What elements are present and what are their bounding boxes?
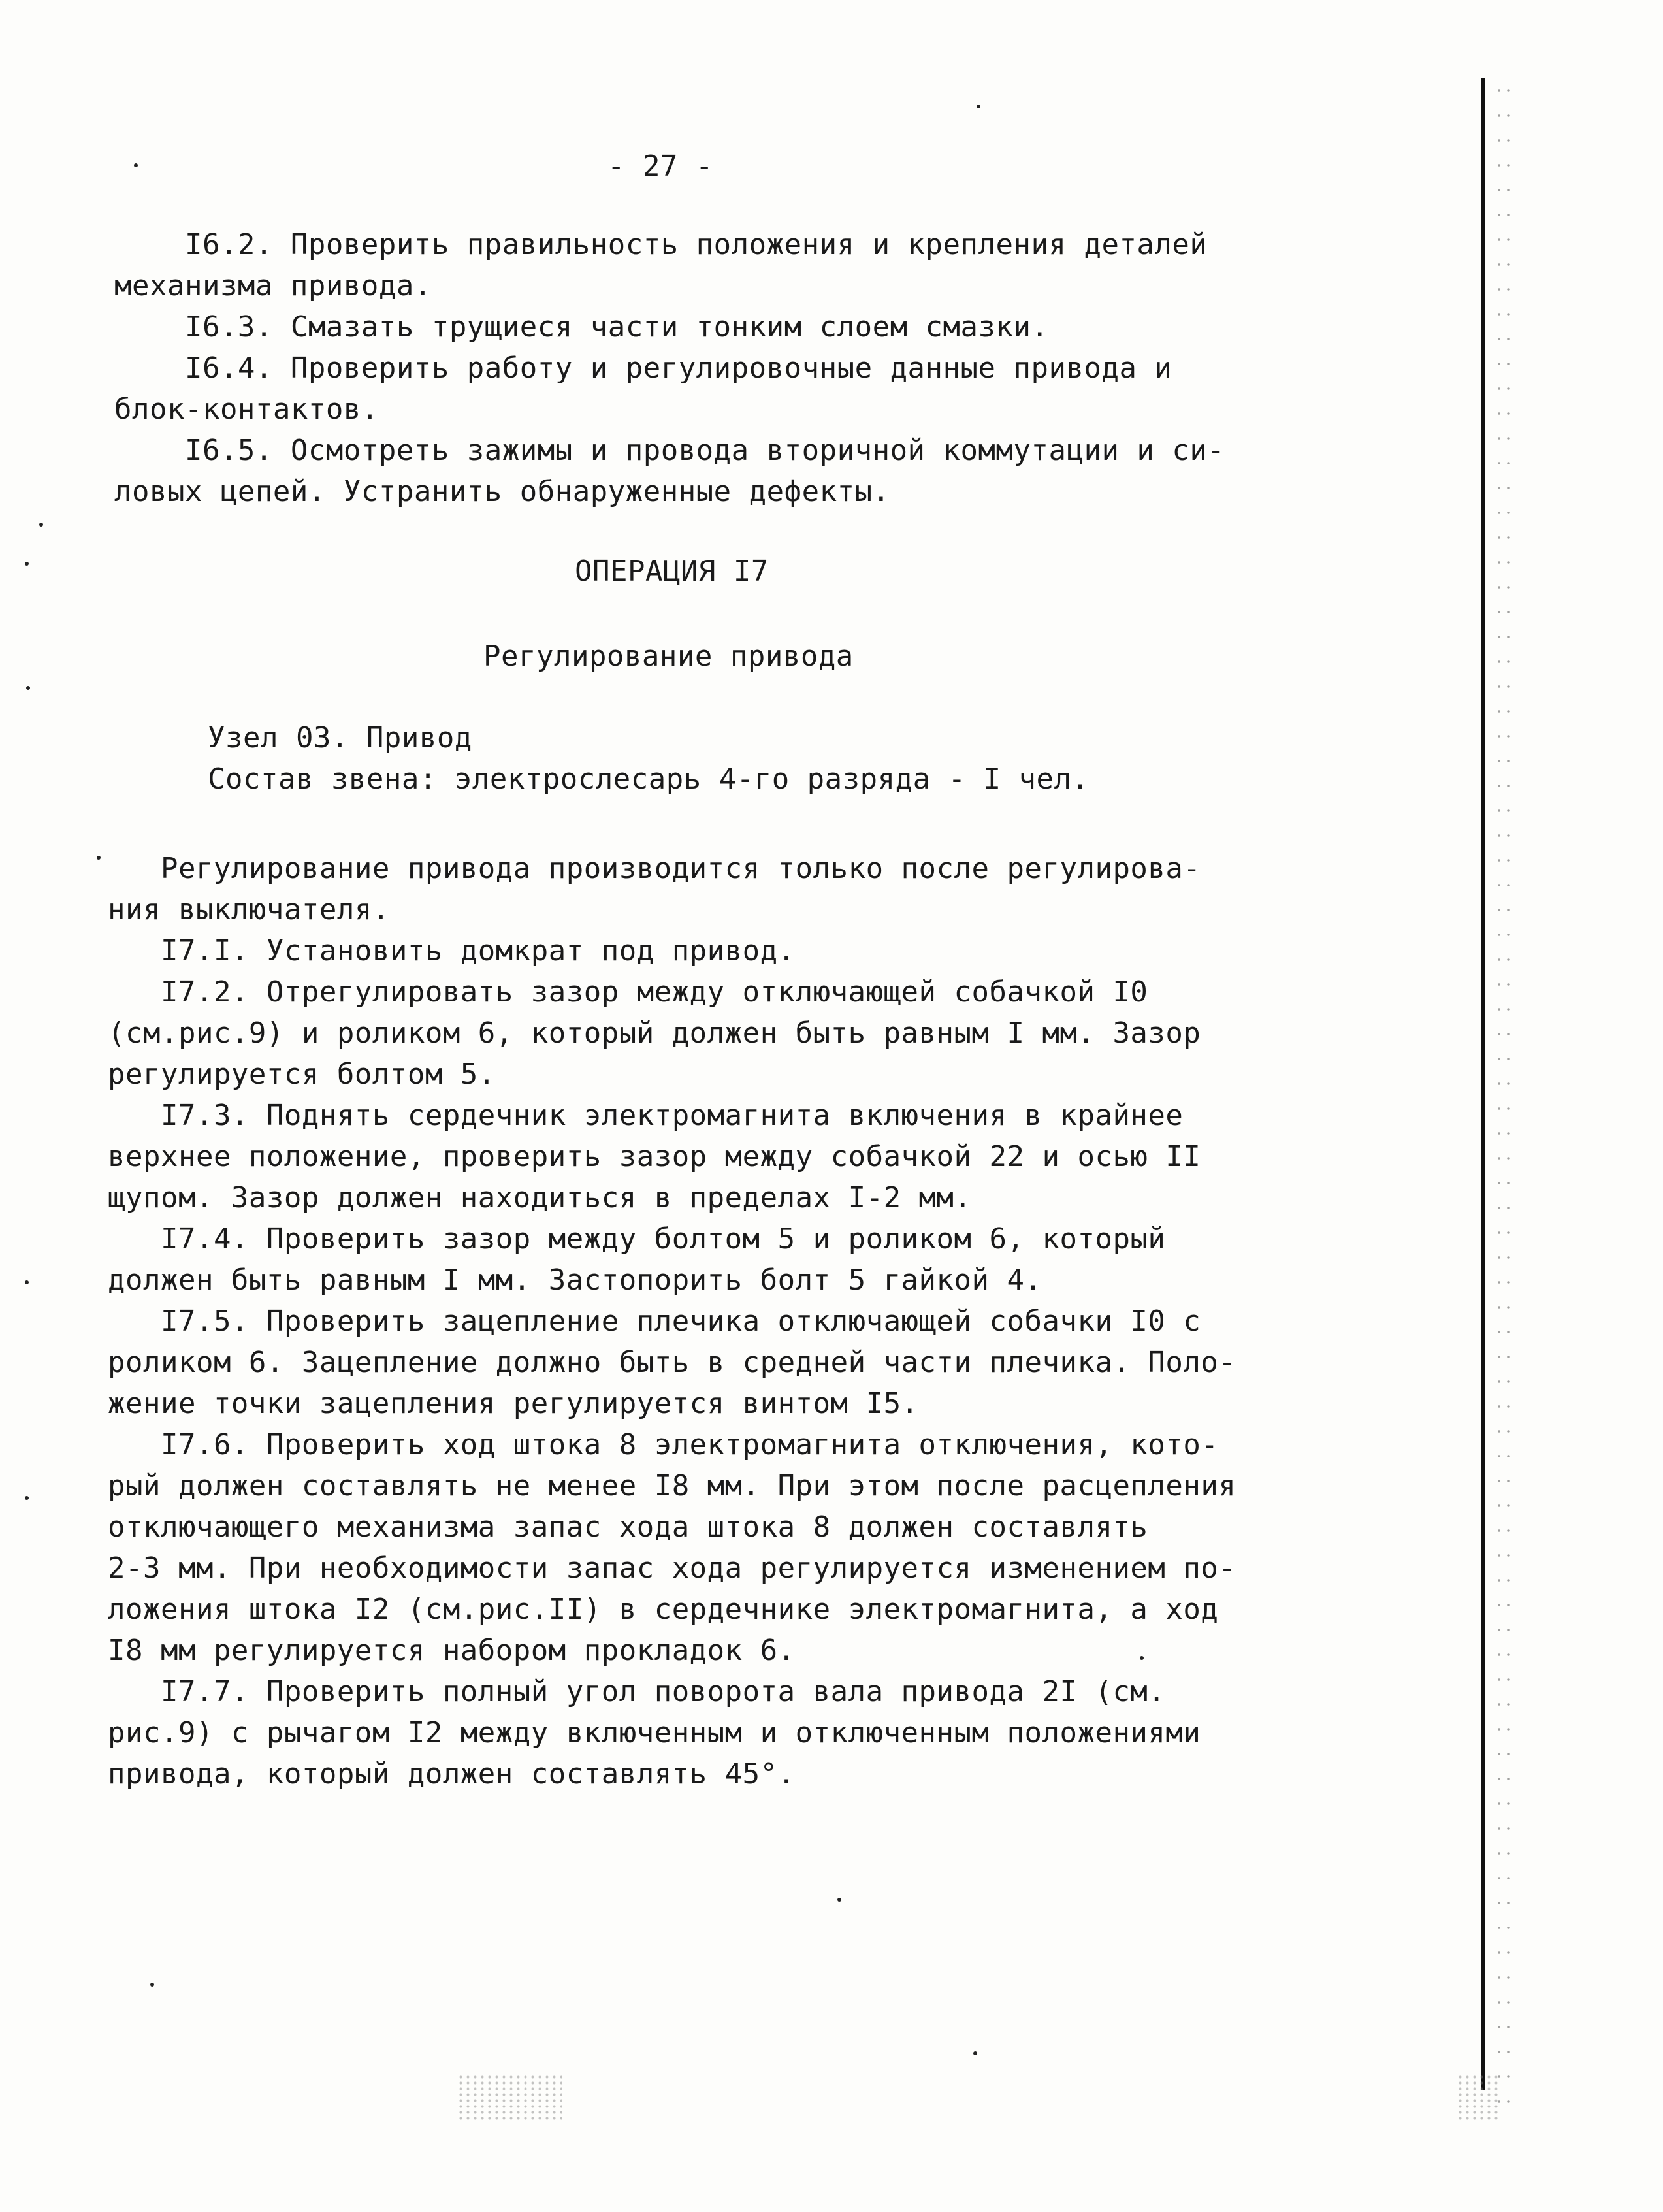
text-line: должен быть равным I мм. Застопорить болт 5 гайкой 4.: [108, 1263, 1042, 1297]
text-line: роликом 6. Зацепление должно быть в средней части плечика. Поло-: [108, 1346, 1236, 1379]
text-line: I7.6. Проверить ход штока 8 электромагнита отключения, кото-: [108, 1428, 1219, 1461]
text-line: Регулирование привода производится только после регулирова-: [108, 852, 1201, 885]
text-line: рис.9) с рычагом I2 между включенным и отключенным положениями: [108, 1716, 1201, 1749]
page-number: - 27 -: [607, 150, 713, 183]
text-line: жение точки зацепления регулируется винтом I5.: [108, 1387, 919, 1420]
scan-speck: [150, 1983, 154, 1987]
text-line: ловых цепей. Устранить обнаруженные дефекты.: [114, 475, 890, 508]
scan-speck: [26, 686, 30, 690]
text-line: I6.5. Осмотреть зажимы и провода вторичной коммутации и си-: [114, 434, 1225, 467]
text-line: ложения штока I2 (см.рис.II) в сердечнике электромагнита, а ход: [108, 1593, 1219, 1626]
binding-margin-speckle: [1494, 78, 1514, 2117]
scan-speck: [25, 1496, 29, 1500]
text-line: I7.3. Поднять сердечник электромагнита включения в крайнее: [108, 1099, 1184, 1132]
scan-speck: [25, 1280, 29, 1284]
text-line: I6.3. Смазать трущиеся части тонким слоем смазки.: [114, 310, 1049, 344]
scan-speck: [1140, 1656, 1144, 1660]
text-line: рый должен составлять не менее I8 мм. При этом после расцепления: [108, 1469, 1236, 1503]
text-line: I7.I. Установить домкрат под привод.: [108, 934, 796, 968]
text-line: I6.4. Проверить работу и регулировочные данные привода и: [114, 351, 1172, 385]
scan-speck: [973, 2051, 977, 2055]
scan-speck: [25, 562, 29, 566]
scan-speck: [97, 856, 101, 860]
text-line: блок-контактов.: [114, 393, 379, 426]
text-line: ния выключателя.: [108, 893, 390, 926]
scan-speck: [39, 523, 43, 527]
binding-margin-line: [1481, 78, 1485, 2090]
scan-speck: [837, 1898, 841, 1902]
text-line: I7.7. Проверить полный угол поворота вала привода 2I (см.: [108, 1675, 1166, 1708]
text-line: верхнее положение, проверить зазор между собачкой 22 и осью II: [108, 1140, 1201, 1173]
text-line: I7.5. Проверить зацепление плечика отключающей собачки I0 с: [108, 1305, 1201, 1338]
operation-title: ОПЕРАЦИЯ I7: [575, 555, 769, 588]
scan-speck: [977, 105, 980, 108]
text-line: щупом. Зазор должен находиться в пределах I-2 мм.: [108, 1181, 972, 1214]
text-line: 2-3 мм. При необходимости запас хода регулируется изменением по-: [108, 1552, 1236, 1585]
crew-line: Состав звена: электрослесарь 4-го разряда - I чел.: [208, 762, 1090, 796]
text-line: привода, который должен составлять 45°.: [108, 1757, 796, 1791]
text-line: I8 мм регулируется набором прокладок 6.: [108, 1634, 796, 1667]
text-line: I7.2. Отрегулировать зазор между отключающей собачкой I0: [108, 975, 1148, 1009]
unit-line: Узел 03. Привод: [208, 721, 472, 755]
operation-subtitle: Регулирование привода: [483, 640, 854, 673]
text-line: механизма привода.: [114, 269, 432, 302]
text-line: I6.2. Проверить правильность положения и крепления деталей: [114, 228, 1208, 261]
scan-speck: [134, 163, 138, 167]
scan-smudge: [1457, 2074, 1502, 2120]
text-line: (см.рис.9) и роликом 6, который должен быть равным I мм. Зазор: [108, 1017, 1201, 1050]
text-line: I7.4. Проверить зазор между болтом 5 и роликом 6, который: [108, 1222, 1166, 1256]
text-line: отключающего механизма запас хода штока 8 должен составлять: [108, 1510, 1148, 1544]
text-line: регулируется болтом 5.: [108, 1058, 496, 1091]
scan-smudge: [457, 2074, 562, 2120]
